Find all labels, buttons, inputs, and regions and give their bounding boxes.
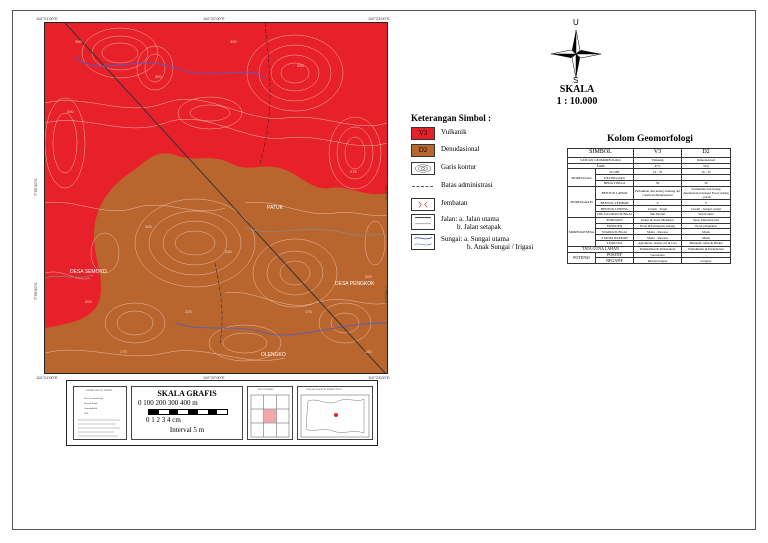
table-cell: 50 [634,180,682,186]
south-letter: S [573,76,579,85]
table-cell: Kekar & Sesar Mendatar [634,217,682,223]
bridge-symbol-icon [411,198,435,211]
location-title: LOKASI DAERAH PENELITIAN [306,388,342,391]
table-cell: Luas [568,163,634,169]
table-cell: KETINGGIAN [596,175,634,181]
table-cell: SATUAN GEOMORFOLOGI [568,157,634,163]
table-cell: BENTUK LAHAN [596,186,634,200]
contour-interval: Interval 5 m [169,426,205,434]
group-cell: MORFOGENESA [568,217,596,246]
index-grid [248,393,292,439]
graphic-scale-box [131,386,243,440]
table-cell: Aglomerat, breksi, tuf & lava [634,240,682,246]
table-cell: Curam - Terjal [634,206,682,212]
contour-label: 175 [120,349,127,354]
table-cell: SLOPE [596,169,634,175]
north-arrow [547,20,605,84]
contour-label: 250 [75,39,82,44]
info-text-block [74,417,126,439]
denudasional-swatch: D2 [411,144,435,157]
table-cell: Muda - Dewasa [634,229,682,235]
compass-rose-icon [547,28,605,80]
table-cell: NEGATIF [596,258,634,264]
table-cell: V [634,200,682,206]
index-title: PETA INDEKS [258,388,274,391]
legend-label: Vulkanik [441,128,467,136]
place-label: DESA SEMOYO [70,269,107,275]
map-canvas [45,23,387,373]
contour-label: 325 [145,224,152,229]
contour-label: 200 [365,274,372,279]
legend-title: Keterangan Simbol : [411,113,491,123]
group-cell: MORFOGRAFI [568,186,596,217]
info-line: Gunungkidul [84,407,98,410]
table-cell: 53% [682,163,731,169]
table-cell: Vulkanik [634,157,682,163]
contour-label: 225 [185,309,192,314]
scale-value: 1 : 10.000 [556,96,598,107]
coord-right-label: 7°56'00"S [384,286,389,304]
table-cell: LITOLOGI [596,240,634,246]
place-label: DESA PENGKOK [335,281,375,287]
header-cell: SIMBOL [568,149,634,158]
table-cell: BENTUK LEMBAH [596,200,634,206]
group-cell: POTENSI [568,252,596,264]
place-label: PATUK [267,205,283,211]
general-info-box [73,386,127,440]
legend-sublabel: b. Jalan setapak [457,223,502,231]
table-row [568,186,731,200]
table-cell: POLA ALIRAN SUNGAI [597,212,632,217]
location-map [298,393,372,439]
table-cell: TATA GUNA LAHAN [568,246,634,252]
legend-label: Denudasional [441,145,480,153]
table-cell: Curam - Sangat curam [682,206,731,212]
scale-bar-title: SKALA GRAFIS [157,389,217,398]
map-info-strip [66,380,378,446]
north-letter: U [573,18,579,27]
legend-label: Jembatan [441,199,468,207]
index-map-box [247,386,293,440]
scale-bar-numbers: 0 100 200 300 400 m [138,399,198,407]
place-label: OLENGKO [261,352,286,358]
coord-top-label: 110°21'00"E [36,16,58,21]
table-cell: Sesar Mendatar kiri [682,217,731,223]
table-cell: Denudasional [682,157,731,163]
coord-bottom-label: 110°23'00"E [368,375,390,380]
table-cell: Sub Paralel [682,212,731,218]
contour-label: 300 [230,39,237,44]
scale-bar-cm: 0 1 2 3 4 cm [146,416,181,424]
table-cell: Pemukiman & Perkebunan [634,246,682,252]
table-cell: Muda [682,235,731,241]
table-cell: Geowisata [634,252,682,258]
table-cell: EKSOGEN [596,223,634,229]
contour-label: 200 [67,109,74,114]
geomorphology-map[interactable] [44,22,388,374]
table-cell: ENDOGEN [596,217,634,223]
contour-label: 275 [350,169,357,174]
river-symbol-icon [411,234,435,250]
legend-label: Garis kontur [441,163,477,171]
geomorfologi-table [567,148,731,264]
table-cell: Pemukiman & Perkebunan [682,246,731,252]
group-cell: MORFOLOGI [568,169,596,186]
table-cell: BEDA TINGGI [596,180,634,186]
table-cell: Perbukitan dan lereng Gunung api curam terdenudasional [634,186,682,200]
header-cell: V3 [634,149,682,158]
scale-title: SKALA [559,84,595,95]
table-cell: Muda [682,229,731,235]
coord-left-label: 7°56'00"S [33,282,38,300]
info-line: Peta Geomorfologi [84,397,104,400]
legend-label: Batas administrasi [441,181,493,189]
table-cell: Rawan longsor [634,258,682,264]
table-cell: 16 - 35 [682,169,731,175]
table-cell: Batupasir tufan & Breksi [682,240,731,246]
contour-label: 200 [85,299,92,304]
table-header-row [568,149,731,158]
contour-symbol-icon [411,162,435,175]
coord-right-label: 7°55'30"S [384,182,389,200]
coord-bottom-label: 110°21'00"E [36,375,58,380]
table-cell: - [682,252,731,258]
table-cell: 47% [634,163,682,169]
geomorfologi-title: Kolom Geomorfologi [607,134,693,144]
contour-label: 300 [155,74,162,79]
contour-label: 250 [225,249,232,254]
table-cell: POSITIF [596,252,634,258]
table-cell: V [682,200,731,206]
coord-bottom-label: 110°22'00"E [203,375,225,380]
table-cell: Sub Paralel [634,212,682,218]
table-cell: BENTUK LERENG [596,206,634,212]
boundary-symbol-icon [411,180,435,193]
legend-label: Sungai: a. Sungai utama [441,235,510,243]
table-cell: Muda - Dewasa [634,235,682,241]
table-cell: Perbukitan dan lereng denudasional dengan Erosi sedang - parah [683,187,729,200]
table-cell: Erosi pelapukan [682,223,731,229]
vulkanik-swatch: V3 [411,127,435,140]
location-map-box [297,386,373,440]
header-cell: D2 [682,149,731,158]
table-cell: Longsor [682,258,731,264]
table-cell: 14 - 35 [634,169,682,175]
info-line: DIY [84,412,89,415]
legend-label: Jalan: a. Jalan utama [441,215,499,223]
contour-label: 350 [297,63,304,68]
table-cell: STADIA SUNGAI [596,229,634,235]
contour-label: 175 [305,309,312,314]
coord-top-label: 110°23'00"E [368,16,390,21]
info-box-title: KETERANGAN UMUM [86,389,112,392]
road-symbol-icon [411,214,435,230]
info-line: Daerah Patuk [84,402,98,405]
contour-label: 150 [365,349,372,354]
coord-left-label: 7°55'30"S [33,178,38,196]
table-cell: Erosi & Pelapukan sedang [634,223,682,229]
table-cell: STADIA DAERAH [596,235,634,241]
table-cell: 50 [682,180,731,186]
location-marker-icon [334,413,338,417]
scale-bar [148,409,228,415]
legend-sublabel: b. Anak Sungai / Irigasi [467,243,534,251]
coord-top-label: 110°22'00"E [203,16,225,21]
